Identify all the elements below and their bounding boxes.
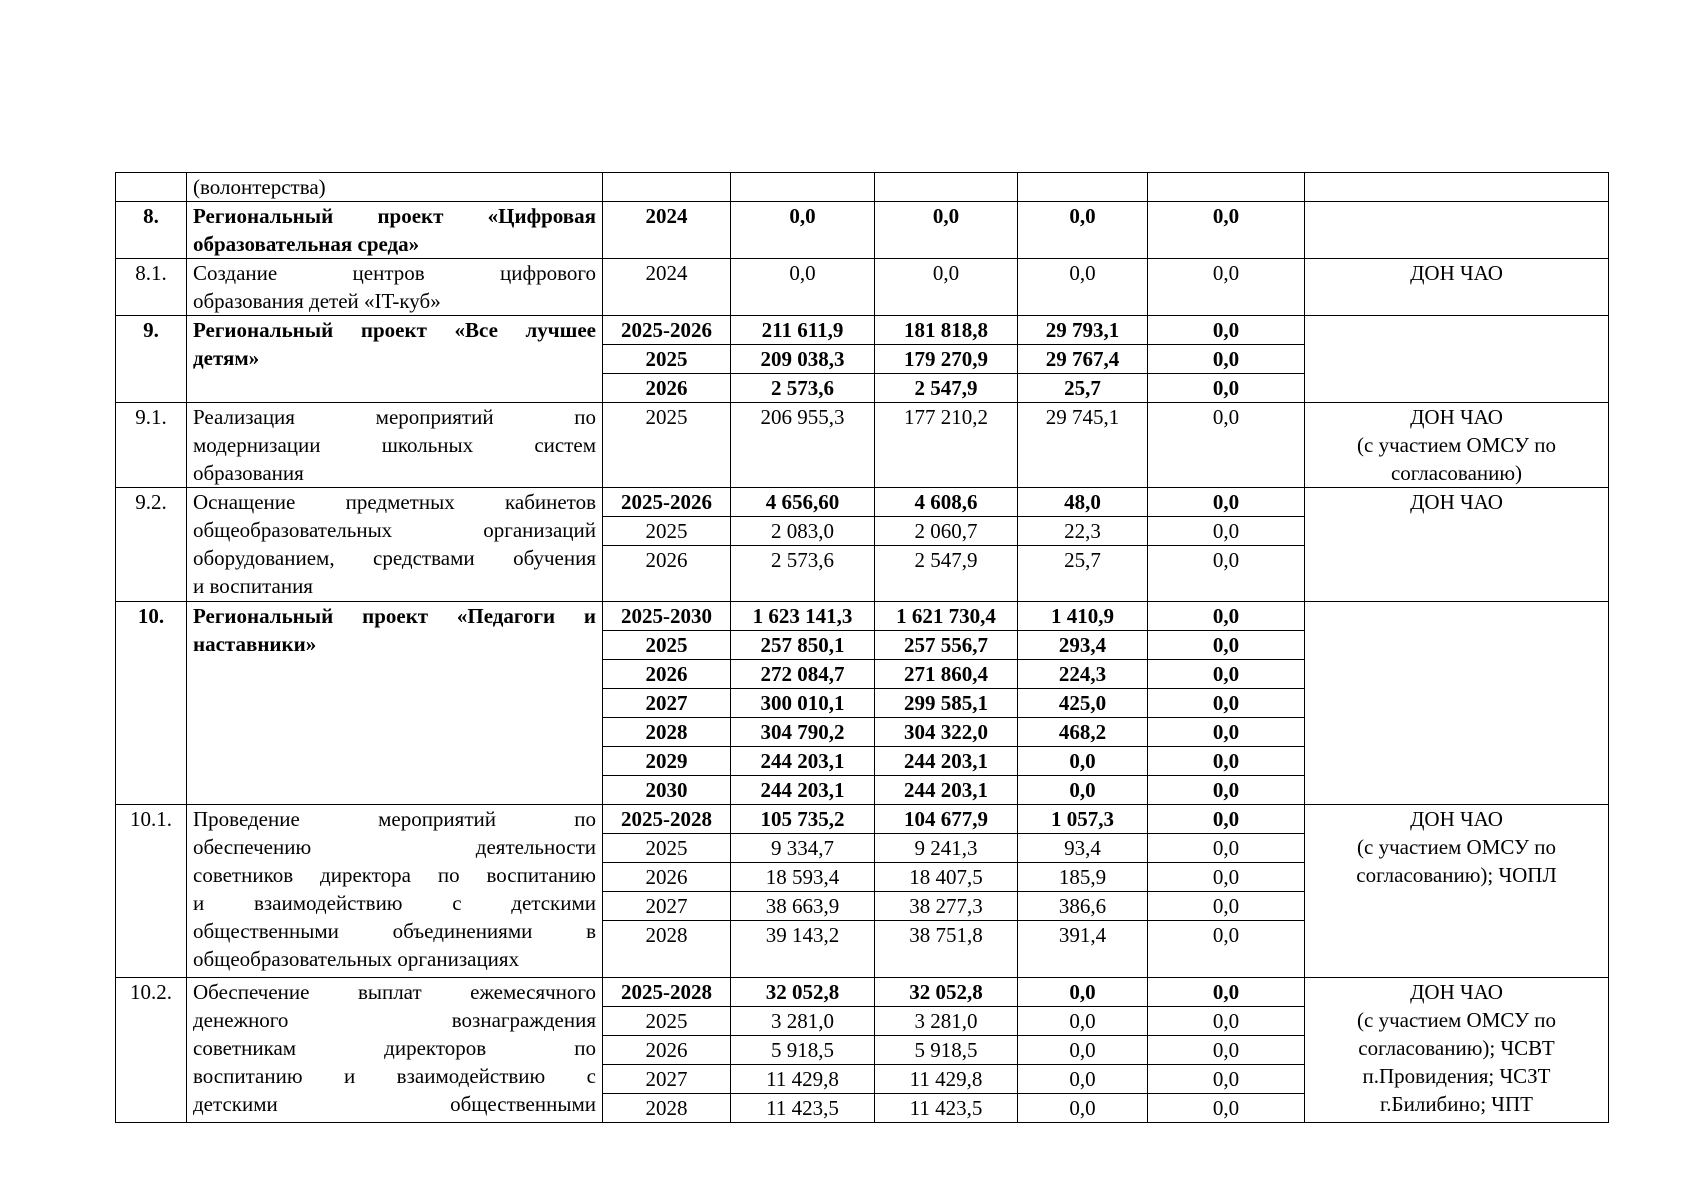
year-cell: 2025-2028	[603, 805, 731, 834]
amount-cell: 0,0	[1148, 718, 1305, 747]
total-cell: 39 143,2	[731, 921, 875, 978]
responsible-cell: ДОН ЧАО	[1305, 259, 1609, 316]
amount-cell: 0,0	[1148, 259, 1305, 316]
amount-cell: 257 556,7	[875, 631, 1018, 660]
amount-cell: 0,0	[1148, 546, 1305, 602]
amount-cell: 1 621 730,4	[875, 602, 1018, 631]
year-cell: 2030	[603, 776, 731, 805]
amount-cell: 104 677,9	[875, 805, 1018, 834]
total-cell: 105 735,2	[731, 805, 875, 834]
amount-cell: 25,7	[1018, 546, 1148, 602]
total-cell: 244 203,1	[731, 776, 875, 805]
amount-cell: 0,0	[1148, 374, 1305, 403]
year-cell: 2027	[603, 1065, 731, 1094]
amount-cell: 425,0	[1018, 689, 1148, 718]
year-cell: 2027	[603, 892, 731, 921]
year-cell: 2024	[603, 202, 731, 259]
item-name: Обеспечение выплат ежемесячного денежного вознаграждения советникам директоров по воспитанию и взаимодействию с детскими общественными	[187, 978, 603, 1123]
table-row	[116, 403, 1609, 488]
total-cell: 0,0	[731, 202, 875, 259]
year-cell: 2026	[603, 374, 731, 403]
amount-cell: 0,0	[875, 259, 1018, 316]
total-cell: 2 573,6	[731, 546, 875, 602]
amount-cell: 0,0	[1148, 689, 1305, 718]
amount-cell: 38 751,8	[875, 921, 1018, 978]
item-name: (волонтерства)	[187, 173, 603, 202]
responsible-cell: ДОН ЧАО (с участием ОМСУ по согласованию); ЧСВТ п.Провидения; ЧСЗТ г.Билибино; ЧПТ	[1305, 978, 1609, 1123]
amount-cell: 293,4	[1018, 631, 1148, 660]
item-name: Региональный проект «Все лучшее детям»	[187, 316, 603, 403]
total-cell: 272 084,7	[731, 660, 875, 689]
total-cell: 211 611,9	[731, 316, 875, 345]
amount-cell: 0,0	[875, 202, 1018, 259]
table-row	[116, 259, 1609, 316]
amount-cell: 0,0	[1018, 776, 1148, 805]
amount-cell: 468,2	[1018, 718, 1148, 747]
amount-cell: 3 281,0	[875, 1007, 1018, 1036]
amount-cell: 93,4	[1018, 834, 1148, 863]
item-number: 9.	[116, 316, 187, 403]
year-cell: 2025	[603, 403, 731, 488]
amount-cell: 0,0	[1018, 1094, 1148, 1123]
item-name: Оснащение предметных кабинетов общеобразовательных организаций оборудованием, средствами обучения и воспитания	[187, 488, 603, 602]
total-cell: 1 623 141,3	[731, 602, 875, 631]
total-cell: 300 010,1	[731, 689, 875, 718]
item-name: Создание центров цифрового образования детей «IT-куб»	[187, 259, 603, 316]
amount-cell: 0,0	[1148, 602, 1305, 631]
item-name: Региональный проект «Цифровая образовательная среда»	[187, 202, 603, 259]
responsible-cell: ДОН ЧАО (с участием ОМСУ по согласованию)	[1305, 403, 1609, 488]
amount-cell: 181 818,8	[875, 316, 1018, 345]
year-cell: 2027	[603, 689, 731, 718]
amount-cell: 0,0	[1148, 863, 1305, 892]
amount-cell: 299 585,1	[875, 689, 1018, 718]
amount-cell: 0,0	[1148, 517, 1305, 546]
funding-table	[115, 172, 1609, 1123]
amount-cell: 0,0	[1148, 202, 1305, 259]
total-cell: 11 429,8	[731, 1065, 875, 1094]
item-number	[116, 173, 187, 202]
amount-cell: 0,0	[1148, 1007, 1305, 1036]
year-cell: 2025-2030	[603, 602, 731, 631]
item-number: 9.1.	[116, 403, 187, 488]
year-cell: 2026	[603, 1036, 731, 1065]
amount-cell: 11 423,5	[875, 1094, 1018, 1123]
item-number: 8.1.	[116, 259, 187, 316]
amount-cell: 0,0	[1148, 921, 1305, 978]
amount-cell: 179 270,9	[875, 345, 1018, 374]
year-cell: 2025	[603, 834, 731, 863]
amount-cell: 2 547,9	[875, 546, 1018, 602]
table-row	[116, 602, 1609, 631]
amount-cell: 177 210,2	[875, 403, 1018, 488]
item-number: 9.2.	[116, 488, 187, 602]
amount-cell: 0,0	[1148, 316, 1305, 345]
responsible-cell: ДОН ЧАО (с участием ОМСУ по согласованию); ЧОПЛ	[1305, 805, 1609, 978]
amount-cell: 0,0	[1018, 1036, 1148, 1065]
year-cell: 2025	[603, 1007, 731, 1036]
amount-cell: 48,0	[1018, 488, 1148, 517]
total-cell: 0,0	[731, 259, 875, 316]
year-cell: 2025	[603, 345, 731, 374]
amount-cell: 0,0	[1018, 202, 1148, 259]
year-cell: 2024	[603, 259, 731, 316]
year-cell: 2028	[603, 718, 731, 747]
year-cell: 2028	[603, 1094, 731, 1123]
amount-cell: 0,0	[1148, 892, 1305, 921]
total-cell: 209 038,3	[731, 345, 875, 374]
total-cell: 9 334,7	[731, 834, 875, 863]
item-name: Проведение мероприятий по обеспечению деятельности советников директора по воспитанию и взаимодействию с детскими общественными объединениями в общеобразовательных организациях	[187, 805, 603, 978]
responsible-cell	[1305, 316, 1609, 403]
total-cell: 32 052,8	[731, 978, 875, 1007]
year-cell: 2026	[603, 546, 731, 602]
year-cell: 2025	[603, 517, 731, 546]
table-row	[116, 316, 1609, 345]
amount-cell: 25,7	[1018, 374, 1148, 403]
amount-cell: 304 322,0	[875, 718, 1018, 747]
amount-cell: 0,0	[1148, 776, 1305, 805]
total-cell: 38 663,9	[731, 892, 875, 921]
year-cell: 2025-2026	[603, 316, 731, 345]
program-table-page	[115, 172, 1608, 1120]
total-cell: 244 203,1	[731, 747, 875, 776]
table-row	[116, 978, 1609, 1007]
amount-cell: 0,0	[1148, 834, 1305, 863]
total-cell: 2 573,6	[731, 374, 875, 403]
amount-cell: 11 429,8	[875, 1065, 1018, 1094]
responsible-cell	[1305, 202, 1609, 259]
table-row	[116, 173, 1609, 202]
amount-cell: 0,0	[1018, 747, 1148, 776]
amount-cell: 1 410,9	[1018, 602, 1148, 631]
year-cell: 2026	[603, 660, 731, 689]
amount-cell: 386,6	[1018, 892, 1148, 921]
year-cell: 2029	[603, 747, 731, 776]
amount-cell: 0,0	[1148, 631, 1305, 660]
table-row	[116, 805, 1609, 834]
year-cell: 2028	[603, 921, 731, 978]
amount-cell: 0,0	[1148, 345, 1305, 374]
amount-cell: 0,0	[1018, 259, 1148, 316]
amount-cell: 0,0	[1018, 978, 1148, 1007]
amount-cell: 0,0	[1148, 805, 1305, 834]
amount-cell: 185,9	[1018, 863, 1148, 892]
amount-cell: 271 860,4	[875, 660, 1018, 689]
year-cell: 2025	[603, 631, 731, 660]
amount-cell: 244 203,1	[875, 776, 1018, 805]
year-cell: 2025-2028	[603, 978, 731, 1007]
item-number: 10.1.	[116, 805, 187, 978]
total-cell: 257 850,1	[731, 631, 875, 660]
amount-cell: 32 052,8	[875, 978, 1018, 1007]
amount-cell: 0,0	[1148, 403, 1305, 488]
amount-cell: 391,4	[1018, 921, 1148, 978]
amount-cell: 22,3	[1018, 517, 1148, 546]
amount-cell: 0,0	[1148, 978, 1305, 1007]
total-cell: 2 083,0	[731, 517, 875, 546]
amount-cell: 0,0	[1148, 1065, 1305, 1094]
amount-cell: 2 060,7	[875, 517, 1018, 546]
amount-cell: 29 767,4	[1018, 345, 1148, 374]
total-cell: 304 790,2	[731, 718, 875, 747]
amount-cell: 224,3	[1018, 660, 1148, 689]
amount-cell: 0,0	[1018, 1007, 1148, 1036]
year-cell: 2026	[603, 863, 731, 892]
amount-cell: 0,0	[1148, 1094, 1305, 1123]
total-cell: 11 423,5	[731, 1094, 875, 1123]
amount-cell: 18 407,5	[875, 863, 1018, 892]
total-cell: 5 918,5	[731, 1036, 875, 1065]
total-cell: 206 955,3	[731, 403, 875, 488]
amount-cell: 0,0	[1148, 1036, 1305, 1065]
amount-cell: 29 793,1	[1018, 316, 1148, 345]
item-number: 10.	[116, 602, 187, 805]
amount-cell: 1 057,3	[1018, 805, 1148, 834]
amount-cell: 0,0	[1148, 747, 1305, 776]
amount-cell: 9 241,3	[875, 834, 1018, 863]
total-cell: 4 656,60	[731, 488, 875, 517]
item-number: 8.	[116, 202, 187, 259]
table-row	[116, 202, 1609, 259]
amount-cell: 38 277,3	[875, 892, 1018, 921]
amount-cell: 29 745,1	[1018, 403, 1148, 488]
responsible-cell	[1305, 602, 1609, 805]
amount-cell: 0,0	[1148, 488, 1305, 517]
amount-cell: 2 547,9	[875, 374, 1018, 403]
amount-cell: 0,0	[1018, 1065, 1148, 1094]
amount-cell: 244 203,1	[875, 747, 1018, 776]
amount-cell: 0,0	[1148, 660, 1305, 689]
total-cell: 3 281,0	[731, 1007, 875, 1036]
total-cell: 18 593,4	[731, 863, 875, 892]
year-cell: 2025-2026	[603, 488, 731, 517]
responsible-cell: ДОН ЧАО	[1305, 488, 1609, 602]
item-number: 10.2.	[116, 978, 187, 1123]
amount-cell: 5 918,5	[875, 1036, 1018, 1065]
table-row	[116, 488, 1609, 517]
item-name: Региональный проект «Педагоги и наставники»	[187, 602, 603, 805]
amount-cell: 4 608,6	[875, 488, 1018, 517]
item-name: Реализация мероприятий по модернизации школьных систем образования	[187, 403, 603, 488]
